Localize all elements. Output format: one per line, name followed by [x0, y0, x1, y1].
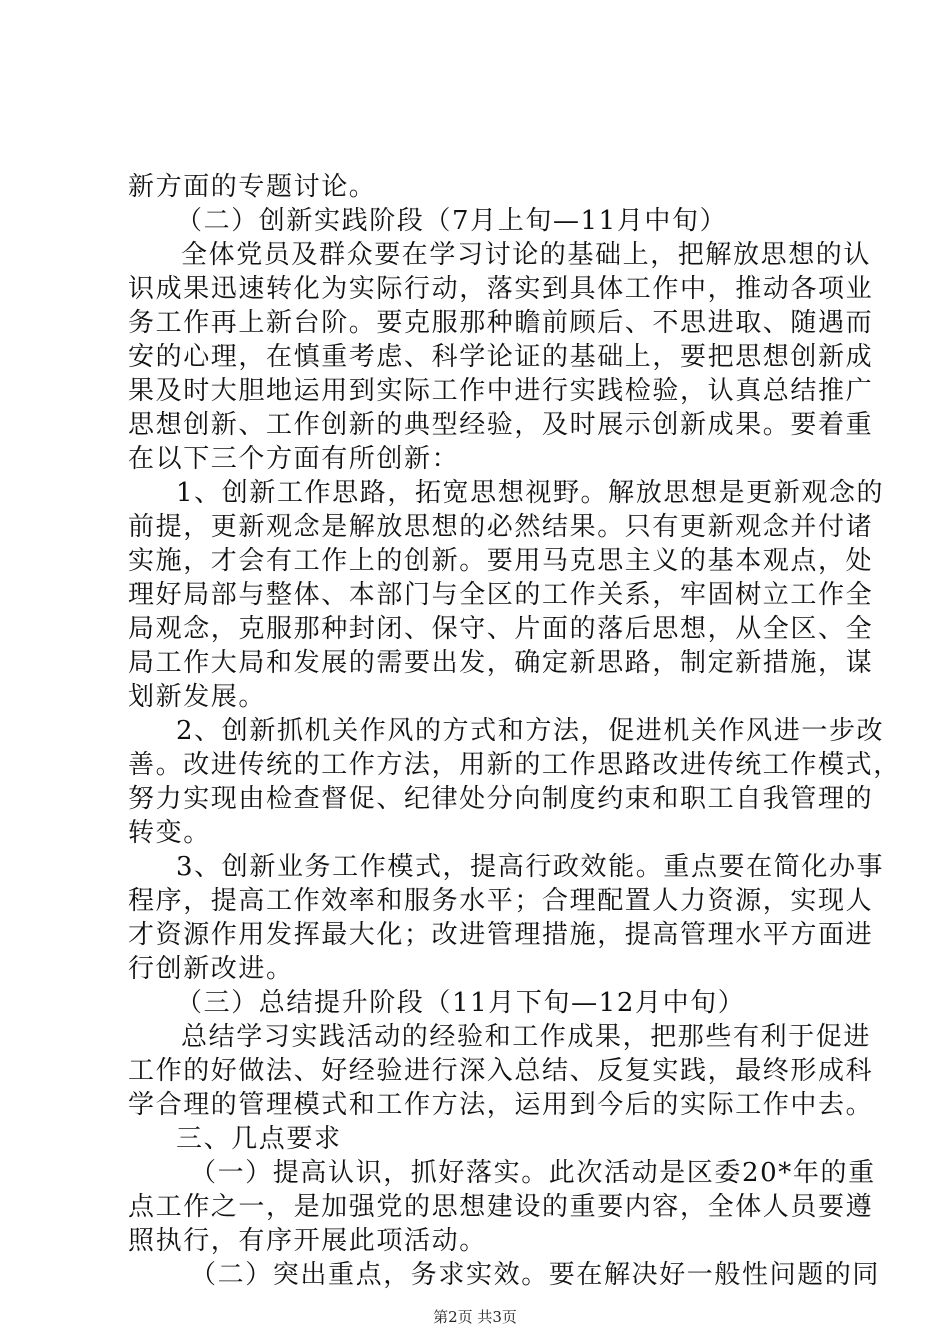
text-line: 努力实现由检查督促、纪律处分向制度约束和职工自我管理的 — [128, 784, 874, 814]
text-line: 学合理的管理模式和工作方法，运用到今后的实际工作中去。 — [128, 1090, 874, 1120]
text-line: 工作的好做法、好经验进行深入总结、反复实践，最终形成科 — [128, 1056, 874, 1086]
section-heading: （三）总结提升阶段（11月下旬—12月中旬） — [176, 988, 746, 1018]
text-line: 前提，更新观念是解放思想的必然结果。只有更新观念并付诸 — [128, 512, 874, 542]
text-line: 程序，提高工作效率和服务水平；合理配置人力资源，实现人 — [128, 886, 874, 916]
text-line: 才资源作用发挥最大化；改进管理措施，提高管理水平方面进 — [128, 920, 874, 950]
text-line: 安的心理，在慎重考虑、科学论证的基础上，要把思想创新成 — [128, 342, 874, 372]
text-line: 新方面的专题讨论。 — [128, 172, 377, 202]
text-line: 行创新改进。 — [128, 954, 294, 984]
text-line: 照执行，有序开展此项活动。 — [128, 1226, 487, 1256]
text-line: 2、创新抓机关作风的方式和方法，促进机关作风进一步改 — [176, 716, 885, 746]
text-line: 思想创新、工作创新的典型经验，及时展示创新成果。要着重 — [128, 410, 874, 440]
text-line: 识成果迅速转化为实际行动，落实到具体工作中，推动各项业 — [128, 274, 874, 304]
text-line: 务工作再上新台阶。要克服那种瞻前顾后、不思进取、随遇而 — [128, 308, 874, 338]
text-line: 局观念，克服那种封闭、保守、片面的落后思想，从全区、全 — [128, 614, 874, 644]
section-heading: 三、几点要求 — [176, 1124, 342, 1154]
page-number-footer: 第2页 共3页 — [433, 1308, 517, 1326]
text-line: 总结学习实践活动的经验和工作成果，把那些有利于促进 — [181, 1022, 872, 1052]
text-line: 1、创新工作思路，拓宽思想视野。解放思想是更新观念的 — [176, 478, 885, 508]
text-line: 3、创新业务工作模式，提高行政效能。重点要在简化办事 — [176, 852, 885, 882]
section-heading: （二）创新实践阶段（7月上旬—11月中旬） — [176, 206, 728, 236]
text-line: 实施，才会有工作上的创新。要用马克思主义的基本观点，处 — [128, 546, 874, 576]
text-line: （二）突出重点，务求实效。要在解决好一般性问题的同 — [190, 1260, 881, 1290]
text-line: 点工作之一，是加强党的思想建设的重要内容，全体人员要遵 — [128, 1192, 874, 1222]
text-line: 在以下三个方面有所创新： — [128, 444, 460, 474]
text-line: （一）提高认识，抓好落实。此次活动是区委20*年的重 — [190, 1158, 876, 1188]
text-line: 善。改进传统的工作方法，用新的工作思路改进传统工作模式， — [128, 750, 901, 780]
text-line: 划新发展。 — [128, 682, 267, 712]
text-line: 果及时大胆地运用到实际工作中进行实践检验，认真总结推广 — [128, 376, 874, 406]
text-line: 全体党员及群众要在学习讨论的基础上，把解放思想的认 — [181, 240, 872, 270]
text-line: 理好局部与整体、本部门与全区的工作关系，牢固树立工作全 — [128, 580, 874, 610]
text-line: 局工作大局和发展的需要出发，确定新思路，制定新措施，谋 — [128, 648, 874, 678]
text-line: 转变。 — [128, 818, 211, 848]
